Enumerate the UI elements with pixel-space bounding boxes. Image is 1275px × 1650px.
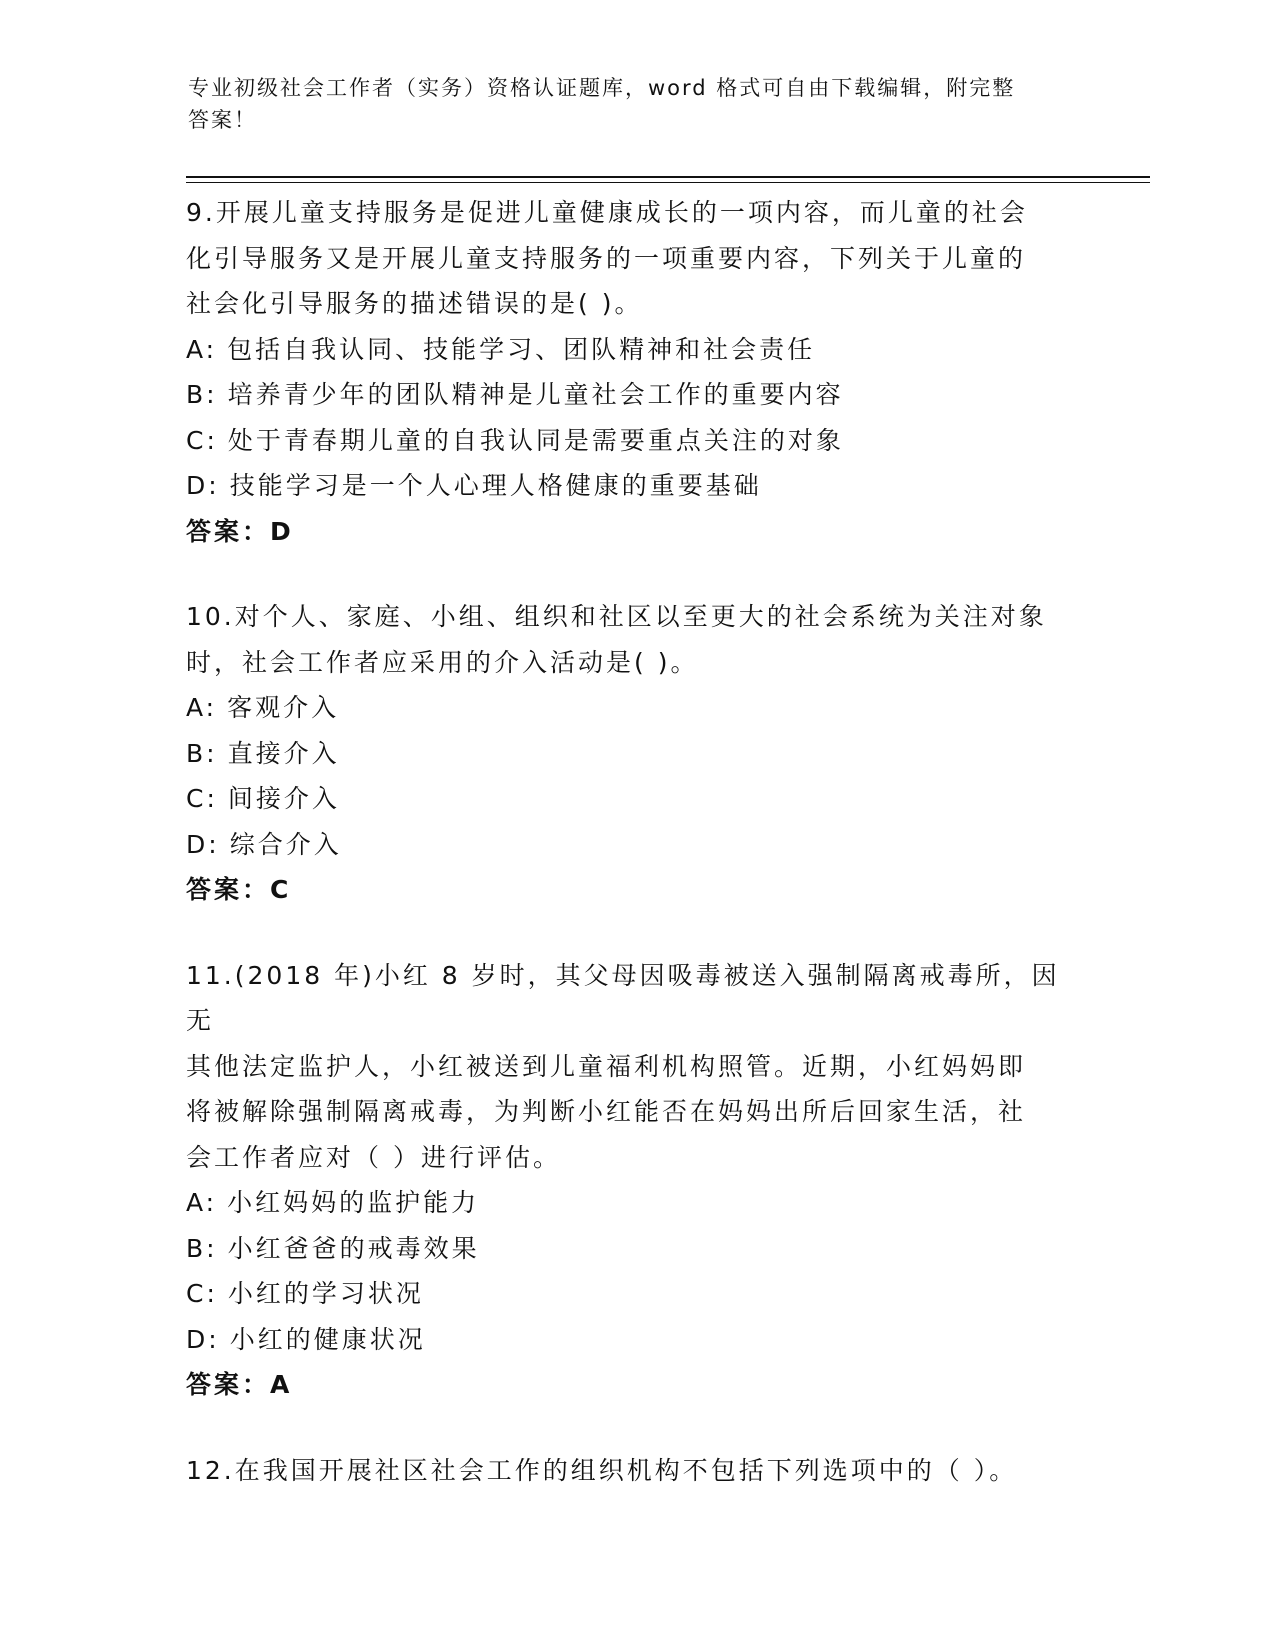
question-stem	[186, 190, 1086, 327]
header-line-2: 答案！	[188, 108, 257, 132]
option-key: D:	[186, 1324, 220, 1354]
stem-line: 9.开展儿童支持服务是促进儿童健康成长的一项内容，而儿童的社会	[186, 198, 1028, 227]
option-key: A:	[186, 334, 218, 364]
option-b	[186, 731, 1086, 777]
option-text: 培养青少年的团队精神是儿童社会工作的重要内容	[227, 380, 844, 409]
option-text: 小红的健康状况	[229, 1324, 426, 1354]
option-key: C:	[186, 784, 218, 813]
header-rule-thick	[186, 176, 1150, 178]
option-d	[186, 463, 1086, 509]
option-key: C:	[186, 425, 218, 455]
option-text: 客观介入	[227, 693, 340, 722]
option-d	[186, 822, 1086, 868]
option-key: C:	[186, 1279, 218, 1308]
stem-line: 11.(2018 年)小红 8 岁时，其父母因吸毒被送入强制隔离戒毒所，因无	[186, 960, 1060, 1035]
stem-line: 化引导服务又是开展儿童支持服务的一项重要内容，下列关于儿童的	[186, 243, 1027, 273]
stem-line: 社会化引导服务的描述错误的是( )。	[186, 289, 643, 318]
question-11	[186, 953, 1086, 1408]
question-list	[186, 190, 1086, 1533]
option-c	[186, 418, 1086, 464]
header-rule-thin	[186, 182, 1150, 183]
option-text: 技能学习是一个人心理人格健康的重要基础	[229, 471, 762, 500]
option-c	[186, 776, 1086, 822]
document-header	[188, 72, 1088, 136]
question-stem	[186, 1448, 1086, 1494]
option-key: D:	[186, 829, 220, 859]
stem-line: 其他法定监护人，小红被送到儿童福利机构照管。近期，小红妈妈即	[186, 1051, 1027, 1081]
question-9	[186, 190, 1086, 554]
question-stem	[186, 953, 1086, 1181]
option-a	[186, 685, 1086, 731]
option-text: 间接介入	[227, 784, 340, 813]
option-key: B:	[186, 738, 218, 768]
option-text: 直接介入	[227, 738, 340, 768]
option-b	[186, 1226, 1086, 1272]
option-key: B:	[186, 1233, 218, 1263]
header-line-1: 专业初级社会工作者（实务）资格认证题库，word 格式可自由下载编辑，附完整	[188, 76, 1016, 100]
option-b	[186, 372, 1086, 418]
stem-line: 时，社会工作者应采用的介入活动是( )。	[186, 647, 699, 677]
option-text: 小红的学习状况	[227, 1279, 424, 1308]
option-key: A:	[186, 1188, 218, 1217]
question-stem	[186, 594, 1086, 685]
option-key: D:	[186, 471, 220, 500]
answer: 答案：A	[186, 1370, 293, 1399]
stem-line: 10.对个人、家庭、小组、组织和社区以至更大的社会系统为关注对象	[186, 602, 1047, 631]
option-text: 包括自我认同、技能学习、团队精神和社会责任	[227, 334, 816, 364]
stem-line: 会工作者应对（ ）进行评估。	[186, 1142, 561, 1172]
option-key: A:	[186, 693, 218, 722]
question-12	[186, 1448, 1086, 1494]
option-text: 综合介入	[229, 829, 342, 859]
stem-line: 12.在我国开展社区社会工作的组织机构不包括下列选项中的（ ）。	[186, 1455, 1018, 1485]
option-key: B:	[186, 380, 218, 409]
answer: 答案：C	[186, 875, 292, 904]
option-text: 小红爸爸的戒毒效果	[227, 1233, 480, 1263]
option-a	[186, 327, 1086, 373]
option-a	[186, 1180, 1086, 1226]
option-text: 处于青春期儿童的自我认同是需要重点关注的对象	[227, 425, 844, 455]
stem-line: 将被解除强制隔离戒毒，为判断小红能否在妈妈出所后回家生活，社	[186, 1097, 1027, 1126]
option-text: 小红妈妈的监护能力	[227, 1188, 480, 1217]
question-10	[186, 594, 1086, 913]
answer: 答案：D	[186, 516, 294, 546]
option-d	[186, 1317, 1086, 1363]
option-c	[186, 1271, 1086, 1317]
